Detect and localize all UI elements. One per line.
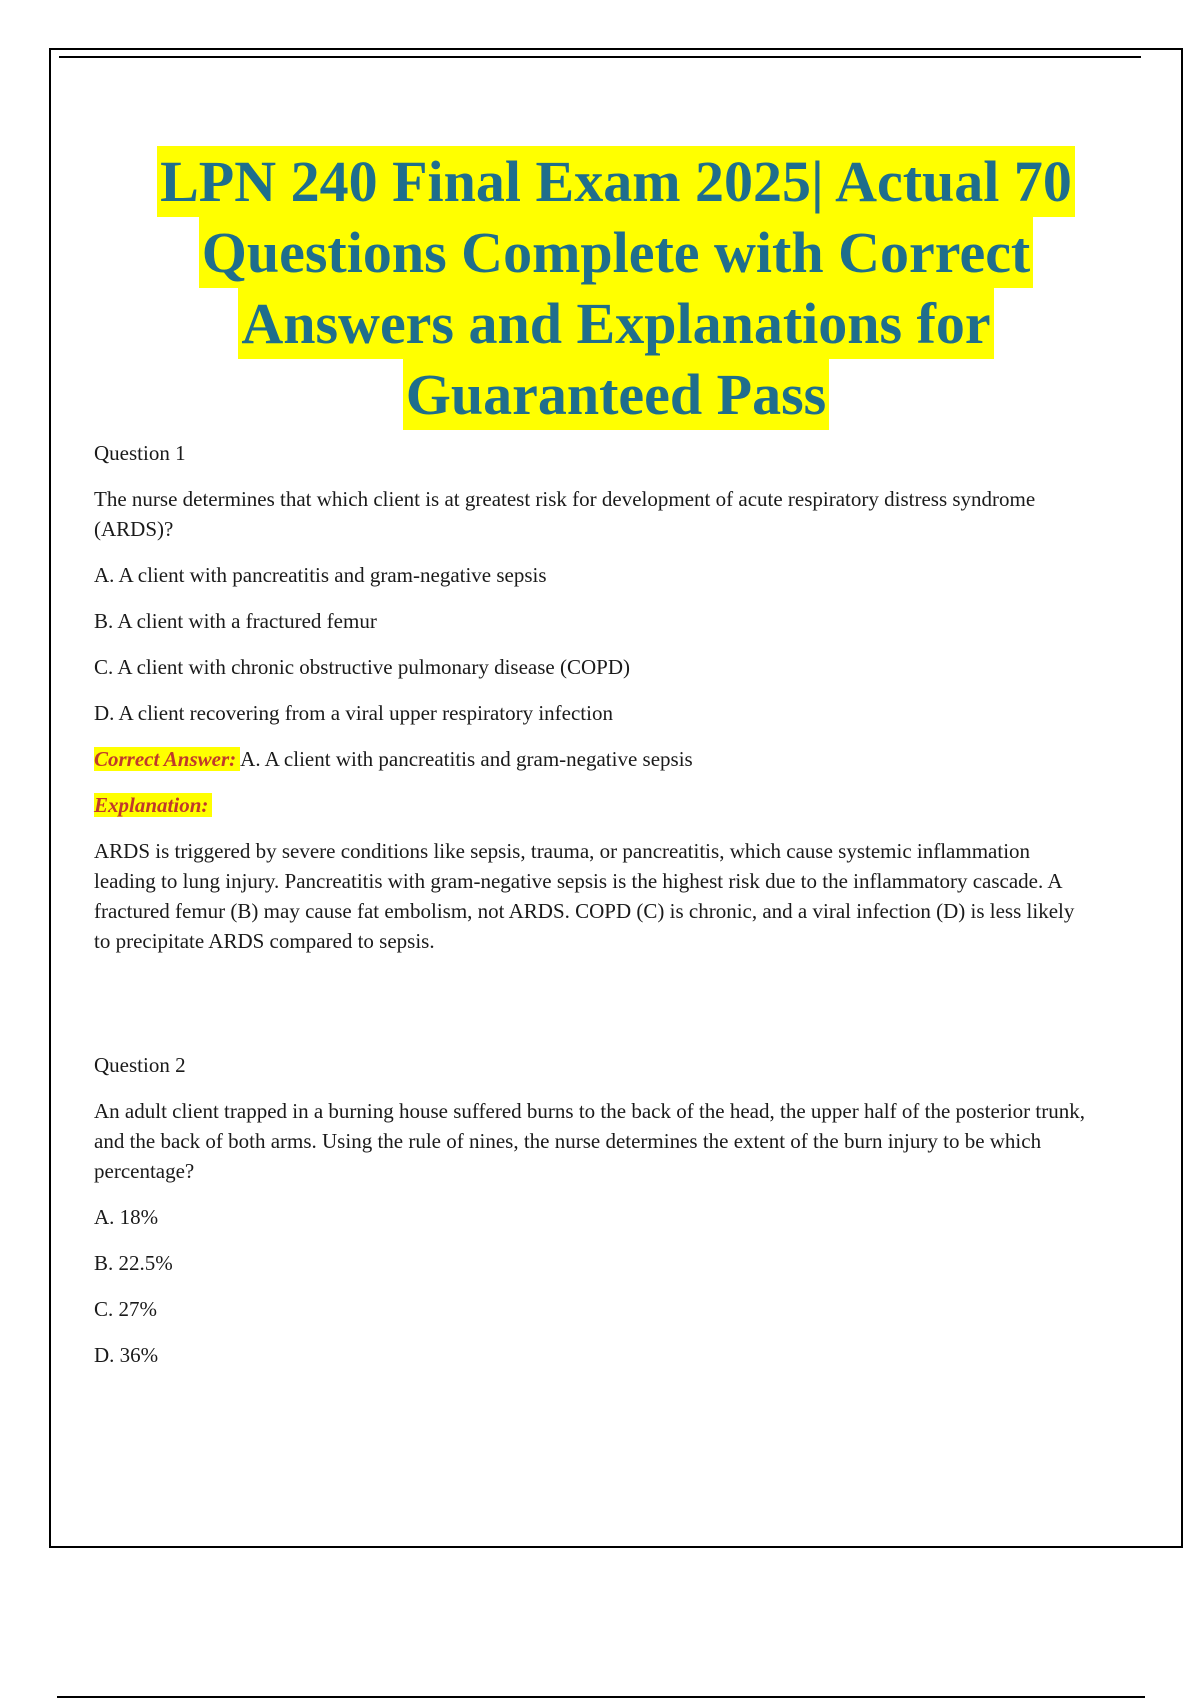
question-stem: An adult client trapped in a burning house suffered burns to the back of the head, the upper half of the posterior trunk, and the back of both arms. Using the rule of nines, the nurse determines the extent of the burn injury to be which percentage? (94, 1099, 1085, 1183)
correct-answer-label: Correct Answer: (94, 747, 240, 771)
document-title (51, 146, 1181, 430)
option-a: A. 18% (94, 1205, 159, 1229)
explanation-text: ARDS is triggered by severe conditions like sepsis, trauma, or pancreatitis, which cause systemic inflammation leading to lung injury. Pancreatitis with gram-negative sepsis is the highest risk due to the inflammatory cascade. A fractured femur (B) may cause fat embolism, not ARDS. COPD (C) is chronic, and a viral infection (D) is less likely to precipitate ARDS compared to sepsis. (94, 839, 1075, 953)
option-c: C. 27% (94, 1297, 157, 1321)
option-c: C. A client with chronic obstructive pulmonary disease (COPD) (94, 655, 630, 679)
correct-answer-text: A. A client with pancreatitis and gram-negative sepsis (240, 747, 693, 771)
title-line: Guaranteed Pass (403, 359, 830, 430)
question-2 (94, 1050, 1094, 1386)
title-line: Answers and Explanations for (238, 288, 993, 359)
explanation-label-row (94, 790, 1094, 820)
option-b: B. 22.5% (94, 1251, 173, 1275)
option-b: B. A client with a fractured femur (94, 609, 377, 633)
explanation-label: Explanation: (94, 793, 212, 817)
option-a: A. A client with pancreatitis and gram-negative sepsis (94, 563, 547, 587)
question-label: Question 1 (94, 441, 186, 465)
question-label: Question 2 (94, 1053, 186, 1077)
title-line: LPN 240 Final Exam 2025| Actual 70 (157, 146, 1075, 217)
option-d: D. 36% (94, 1343, 159, 1367)
title-line: Questions Complete with Correct (199, 217, 1034, 288)
correct-answer-row (94, 744, 1094, 774)
option-d: D. A client recovering from a viral upper respiratory infection (94, 701, 613, 725)
question-stem: The nurse determines that which client is at greatest risk for development of acute respiratory distress syndrome (ARDS)? (94, 487, 1036, 541)
question-1 (94, 438, 1094, 972)
bottom-divider (57, 1696, 1145, 1698)
top-divider (59, 56, 1141, 58)
